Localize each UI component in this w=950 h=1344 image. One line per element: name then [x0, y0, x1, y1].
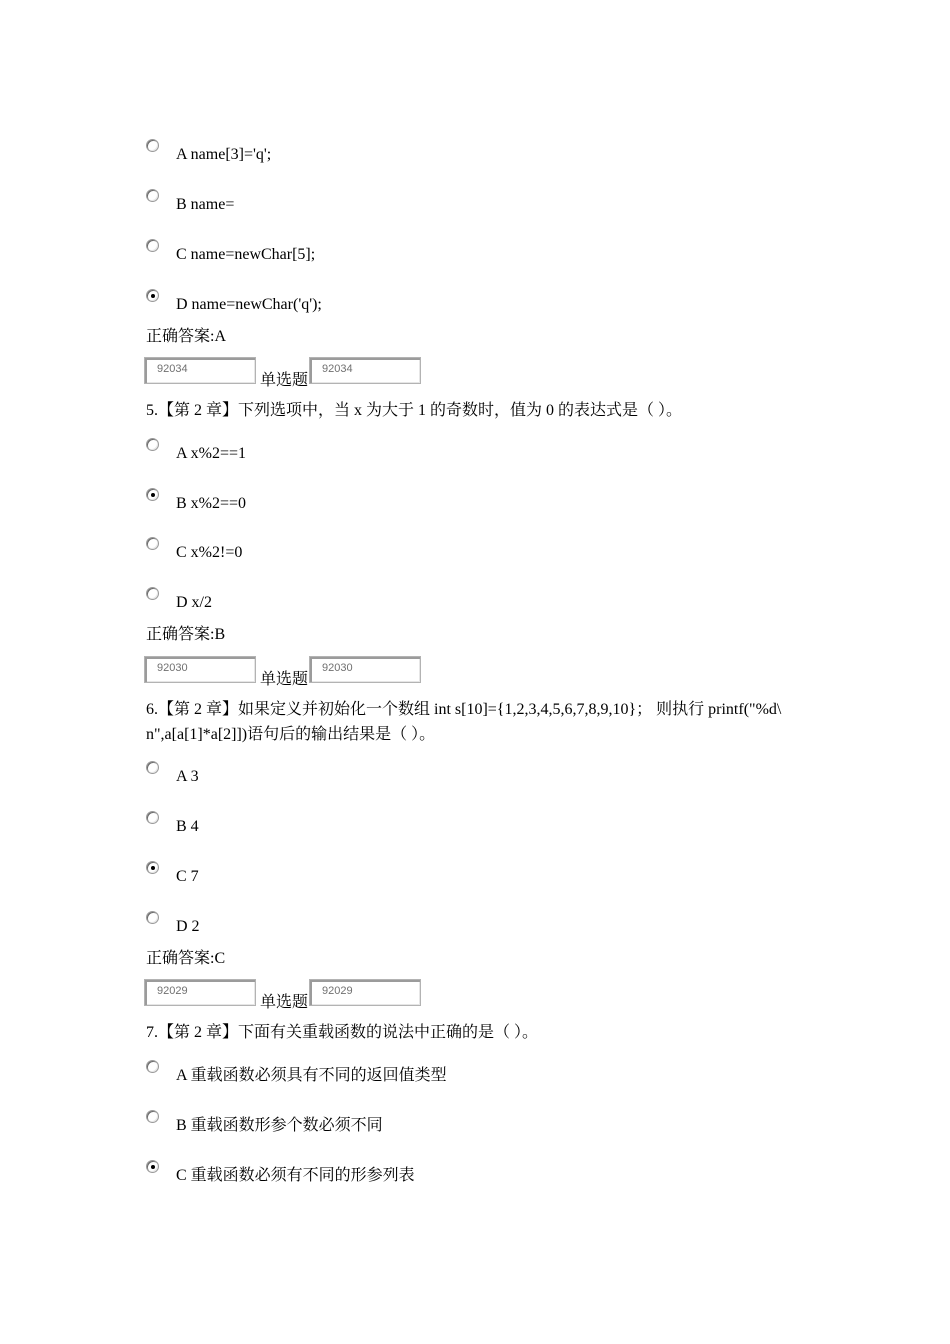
- radio-dot-icon: [151, 866, 155, 870]
- q6-id-field-left[interactable]: 92029: [144, 979, 256, 1006]
- q7-option-a-label: A 重载函数必须具有不同的返回值类型: [176, 1067, 447, 1084]
- q5-option-c-label: C x%2!=0: [176, 544, 243, 561]
- radio-dot-icon: [151, 493, 155, 497]
- q4-option-d-label: D name=newChar('q');: [176, 296, 322, 313]
- q4-option-b-radio[interactable]: [146, 189, 159, 202]
- q4-option-b-label: B name=: [176, 196, 235, 213]
- q6-option-d-radio[interactable]: [146, 911, 159, 924]
- q6-text-line-2: n",a[a[1]*a[2]])语句后的输出结果是（ ）。: [146, 726, 436, 743]
- q4-option-c-radio[interactable]: [146, 239, 159, 252]
- q6-text-line-1: 6.【第 2 章】如果定义并初始化一个数组 int s[10]={1,2,3,4,5,6,7,8,9,10}； 则执行 printf("%d\: [146, 701, 782, 718]
- q6-option-b-label: B 4: [176, 818, 199, 835]
- q6-option-c-label: C 7: [176, 868, 199, 885]
- q5-option-a-radio[interactable]: [146, 438, 159, 451]
- q6-option-b-radio[interactable]: [146, 811, 159, 824]
- q5-option-b-label: B x%2==0: [176, 495, 247, 512]
- q4-id-field-right[interactable]: 92034: [309, 357, 421, 384]
- q5-option-b-radio[interactable]: [146, 488, 159, 501]
- q6-correct-answer: 正确答案:C: [146, 950, 226, 967]
- q5-correct-answer: 正确答案:B: [146, 626, 226, 643]
- q6-option-a-label: A 3: [176, 768, 199, 785]
- radio-dot-icon: [151, 294, 155, 298]
- q7-option-c-label: C 重载函数必须有不同的形参列表: [176, 1167, 415, 1184]
- q5-option-d-label: D x/2: [176, 594, 212, 611]
- q4-correct-answer: 正确答案:A: [146, 328, 227, 345]
- q4-option-d-radio[interactable]: [146, 289, 159, 302]
- q5-id-field-left[interactable]: 92030: [144, 656, 256, 683]
- radio-dot-icon: [151, 1165, 155, 1169]
- q6-question-type: 单选题: [260, 994, 309, 1011]
- q5-option-c-radio[interactable]: [146, 537, 159, 550]
- q4-question-type: 单选题: [260, 372, 309, 389]
- q5-text: 5.【第 2 章】下列选项中，当 x 为大于 1 的奇数时，值为 0 的表达式是（ ）。: [146, 402, 683, 419]
- q7-option-a-radio[interactable]: [146, 1060, 159, 1073]
- q7-text: 7.【第 2 章】下面有关重载函数的说法中正确的是（ ）。: [146, 1024, 539, 1041]
- q7-option-b-radio[interactable]: [146, 1110, 159, 1123]
- q6-option-c-radio[interactable]: [146, 861, 159, 874]
- q4-option-c-label: C name=newChar[5];: [176, 246, 316, 263]
- q6-id-field-right[interactable]: 92029: [309, 979, 421, 1006]
- q6-option-d-label: D 2: [176, 918, 200, 935]
- q7-option-b-label: B 重载函数形参个数必须不同: [176, 1117, 383, 1134]
- q7-option-c-radio[interactable]: [146, 1160, 159, 1173]
- q6-option-a-radio[interactable]: [146, 761, 159, 774]
- q4-option-a-label: A name[3]='q';: [176, 146, 272, 163]
- q5-option-d-radio[interactable]: [146, 587, 159, 600]
- q5-question-type: 单选题: [260, 671, 309, 688]
- q4-id-field-left[interactable]: 92034: [144, 357, 256, 384]
- q4-option-a-radio[interactable]: [146, 139, 159, 152]
- q5-id-field-right[interactable]: 92030: [309, 656, 421, 683]
- q5-option-a-label: A x%2==1: [176, 445, 247, 462]
